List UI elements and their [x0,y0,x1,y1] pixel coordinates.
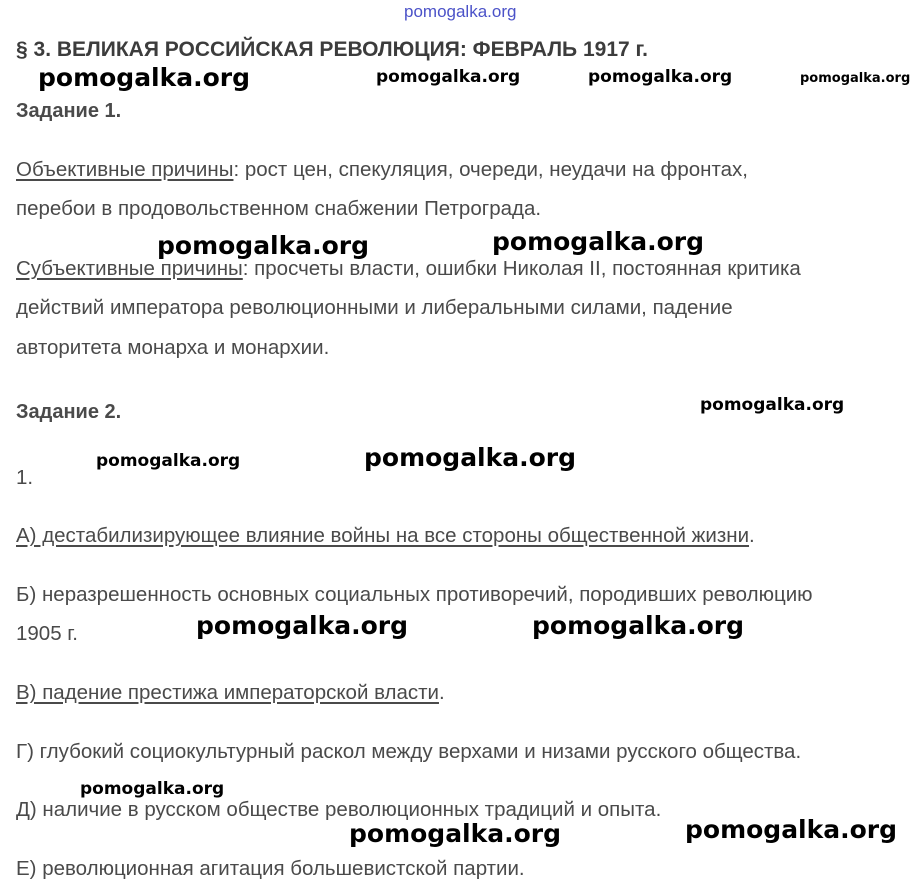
subjective-line-1 [16,257,801,281]
watermark: pomogalka.org [588,67,733,87]
objective-label: Объективные причины [16,158,234,181]
task2-heading: Задание 2. [16,401,122,423]
objective-text-1: : рост цен, спекуляция, очереди, неудачи на фронтах, [233,158,749,181]
item-a-text: А) дестабилизирующее влияние войны на все стороны общественной жизни [16,524,750,547]
subjective-line-3: авторитета монарха и монархии. [16,336,330,359]
task2-number: 1. [16,466,34,489]
item-b-line-1: Б) неразрешенность основных социальных противоречий, породивших революцию [16,583,813,606]
watermark: pomogalka.org [492,227,705,256]
watermark: pomogalka.org [80,779,225,799]
objective-line-1 [16,158,748,182]
watermark: pomogalka.org [800,71,911,86]
watermark: pomogalka.org [685,815,898,844]
page-title: § 3. ВЕЛИКАЯ РОССИЙСКАЯ РЕВОЛЮЦИЯ: ФЕВРАЛЬ 1917 г. [16,38,649,61]
item-v-end: . [438,681,445,704]
item-a [16,524,755,548]
source-label: pomogalka.org [404,2,517,21]
watermark: pomogalka.org [38,63,251,92]
subjective-text-1: : просчеты власти, ошибки Николая II, постоянная критика [242,257,801,280]
item-d: Д) наличие в русском обществе революционных традиций и опыта. [16,798,662,821]
item-v-text: В) падение престижа императорской власти [16,681,439,704]
item-b-line-2: 1905 г. [16,622,78,645]
item-v [16,681,445,705]
item-e: Е) революционная агитация большевистской партии. [16,857,525,880]
watermark: pomogalka.org [196,611,409,640]
watermark: pomogalka.org [349,819,562,848]
watermark: pomogalka.org [364,443,577,472]
item-g: Г) глубокий социокультурный раскол между верхами и низами русского общества. [16,740,802,763]
task1-heading: Задание 1. [16,100,122,122]
watermark: pomogalka.org [157,231,370,260]
watermark: pomogalka.org [96,451,241,471]
watermark: pomogalka.org [376,67,521,87]
objective-line-2: перебои в продовольственном снабжении Петрограда. [16,197,542,220]
watermark: pomogalka.org [700,395,845,415]
subjective-label: Субъективные причины [16,257,243,280]
subjective-line-2: действий императора революционными и либеральными силами, падение [16,296,733,319]
item-a-end: . [749,524,755,547]
watermark: pomogalka.org [532,611,745,640]
